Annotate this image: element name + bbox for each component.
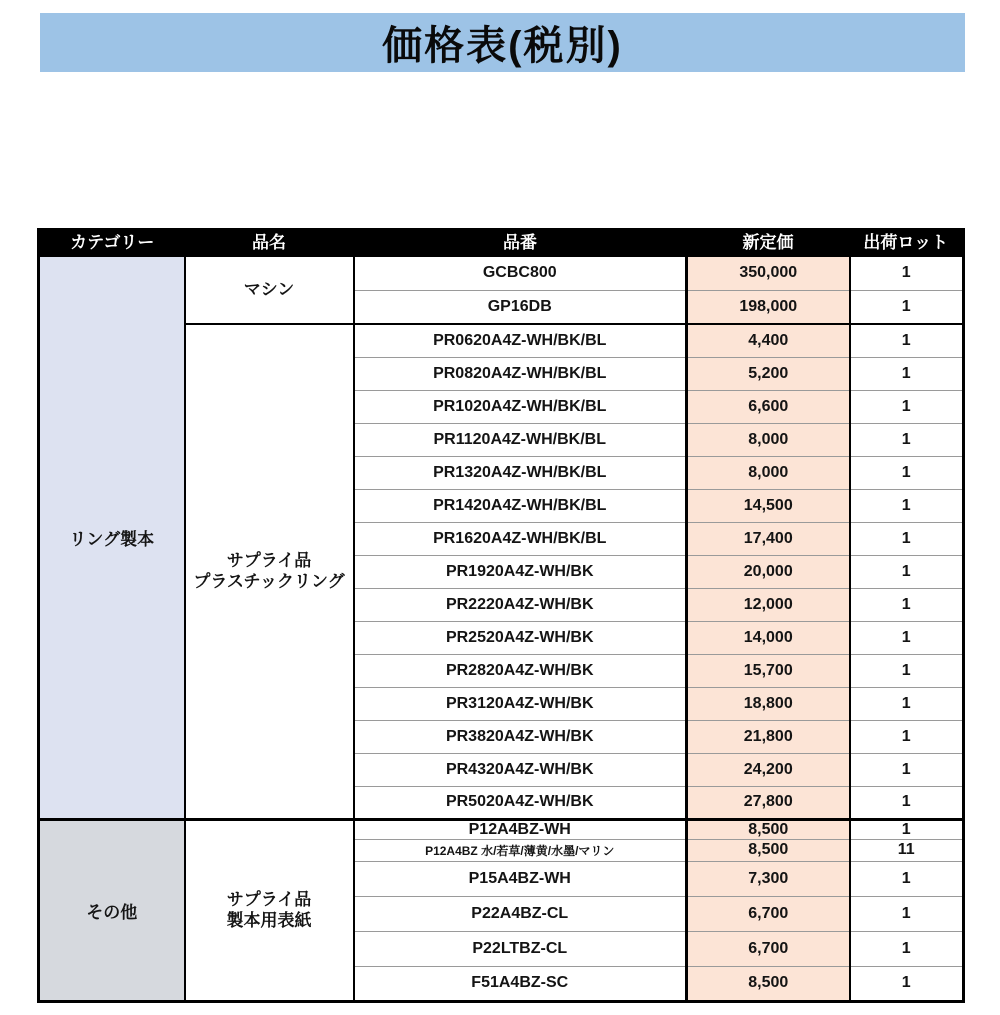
price-cell: 15,700 — [687, 654, 850, 687]
lot-cell: 1 — [850, 290, 964, 324]
lot-cell: 1 — [850, 720, 964, 753]
price-cell: 4,400 — [687, 324, 850, 357]
price-cell: 350,000 — [687, 256, 850, 290]
lot-cell: 1 — [850, 753, 964, 786]
lot-cell: 1 — [850, 555, 964, 588]
part-cell: PR2220A4Z-WH/BK — [354, 588, 687, 621]
price-cell: 12,000 — [687, 588, 850, 621]
price-cell: 8,500 — [687, 966, 850, 1001]
price-cell: 5,200 — [687, 357, 850, 390]
price-cell: 14,000 — [687, 621, 850, 654]
price-cell: 6,600 — [687, 390, 850, 423]
col-header-shipping-lot: 出荷ロット — [850, 230, 964, 257]
product-name-line: 製本用表紙 — [226, 911, 312, 930]
part-cell: PR1020A4Z-WH/BK/BL — [354, 390, 687, 423]
part-cell: PR1420A4Z-WH/BK/BL — [354, 489, 687, 522]
price-cell: 17,400 — [687, 522, 850, 555]
part-cell: PR0620A4Z-WH/BK/BL — [354, 324, 687, 357]
part-cell: PR5020A4Z-WH/BK — [354, 786, 687, 819]
lot-cell: 1 — [850, 357, 964, 390]
price-cell: 8,000 — [687, 456, 850, 489]
part-cell: F51A4BZ-SC — [354, 966, 687, 1001]
price-cell: 6,700 — [687, 931, 850, 966]
product-name-cell — [185, 256, 354, 324]
part-cell: PR2520A4Z-WH/BK — [354, 621, 687, 654]
price-cell: 198,000 — [687, 290, 850, 324]
price-cell: 14,500 — [687, 489, 850, 522]
part-cell: PR4320A4Z-WH/BK — [354, 753, 687, 786]
lot-cell: 1 — [850, 896, 964, 931]
product-name-cell — [185, 324, 354, 819]
price-cell: 18,800 — [687, 687, 850, 720]
price-cell: 6,700 — [687, 896, 850, 931]
part-cell: PR0820A4Z-WH/BK/BL — [354, 357, 687, 390]
lot-cell: 1 — [850, 423, 964, 456]
lot-cell: 1 — [850, 456, 964, 489]
part-cell: P22LTBZ-CL — [354, 931, 687, 966]
product-name-line: サプライ品 — [226, 551, 312, 570]
price-table-container — [37, 228, 965, 1003]
col-header-product-name: 品名 — [185, 230, 354, 257]
part-cell: P12A4BZ 水/若草/薄黄/水墨/マリン — [354, 839, 687, 861]
price-cell: 24,200 — [687, 753, 850, 786]
lot-cell: 1 — [850, 522, 964, 555]
lot-cell: 1 — [850, 588, 964, 621]
lot-cell: 1 — [850, 324, 964, 357]
lot-cell: 1 — [850, 489, 964, 522]
lot-cell: 1 — [850, 256, 964, 290]
price-table — [37, 228, 965, 1003]
product-name-line: プラスチックリング — [193, 572, 345, 592]
lot-cell: 1 — [850, 654, 964, 687]
header-row — [39, 230, 964, 257]
price-cell: 27,800 — [687, 786, 850, 819]
price-cell: 8,500 — [687, 839, 850, 861]
part-cell: PR1920A4Z-WH/BK — [354, 555, 687, 588]
price-cell: 20,000 — [687, 555, 850, 588]
col-header-new-price: 新定価 — [687, 230, 850, 257]
table-row — [39, 256, 964, 290]
title-bar — [40, 13, 965, 72]
col-header-part-number: 品番 — [354, 230, 687, 257]
price-cell: 7,300 — [687, 861, 850, 896]
part-cell: PR3820A4Z-WH/BK — [354, 720, 687, 753]
part-cell: PR1620A4Z-WH/BK/BL — [354, 522, 687, 555]
price-cell: 8,000 — [687, 423, 850, 456]
product-name-cell — [185, 819, 354, 1001]
part-cell: P22A4BZ-CL — [354, 896, 687, 931]
price-cell: 8,500 — [687, 819, 850, 839]
product-name-line: マシン — [243, 280, 295, 300]
lot-cell: 1 — [850, 966, 964, 1001]
lot-cell: 1 — [850, 819, 964, 839]
lot-cell: 1 — [850, 786, 964, 819]
part-cell: P15A4BZ-WH — [354, 861, 687, 896]
lot-cell: 1 — [850, 861, 964, 896]
part-cell: PR1120A4Z-WH/BK/BL — [354, 423, 687, 456]
category-cell: その他 — [39, 819, 185, 1001]
col-header-category: カテゴリー — [39, 230, 185, 257]
part-cell: PR2820A4Z-WH/BK — [354, 654, 687, 687]
price-cell: 21,800 — [687, 720, 850, 753]
part-cell: GP16DB — [354, 290, 687, 324]
part-cell: GCBC800 — [354, 256, 687, 290]
lot-cell: 1 — [850, 621, 964, 654]
lot-cell: 1 — [850, 687, 964, 720]
category-cell: リング製本 — [39, 256, 185, 819]
page-title: 価格表(税別) — [382, 24, 623, 68]
part-cell: PR3120A4Z-WH/BK — [354, 687, 687, 720]
product-name-line: サプライ品 — [226, 889, 312, 909]
part-cell: PR1320A4Z-WH/BK/BL — [354, 456, 687, 489]
lot-cell: 11 — [850, 839, 964, 861]
table-row — [39, 819, 964, 839]
lot-cell: 1 — [850, 931, 964, 966]
part-cell: P12A4BZ-WH — [354, 819, 687, 839]
lot-cell: 1 — [850, 390, 964, 423]
